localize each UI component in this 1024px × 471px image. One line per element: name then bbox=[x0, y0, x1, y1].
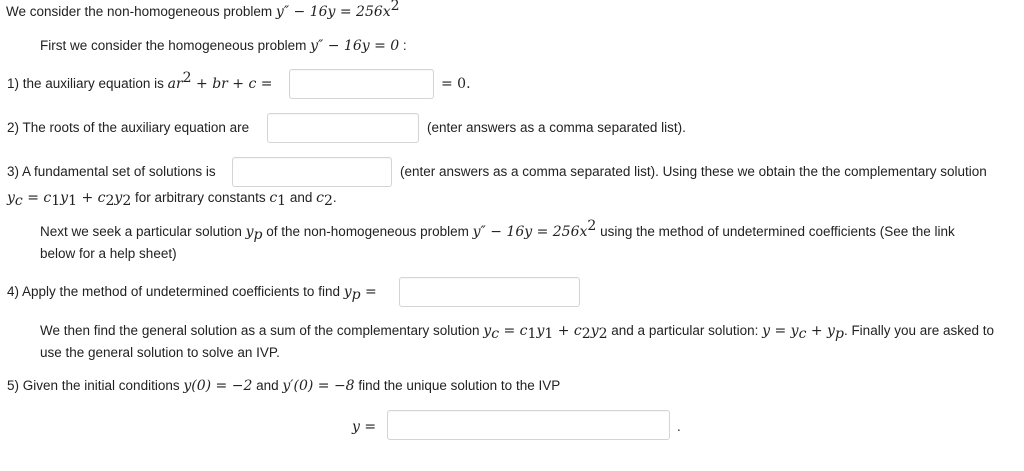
q3-tail: for arbitrary constants bbox=[131, 190, 270, 205]
next-line1 bbox=[40, 218, 955, 243]
q5-line bbox=[7, 377, 560, 395]
general-y: y = y bbox=[762, 323, 799, 339]
general-two-b: 2 bbox=[598, 326, 608, 342]
q4-eq: = bbox=[360, 284, 377, 300]
homog-text: First we consider the homogeneous problem bbox=[40, 38, 311, 53]
next-yp: y bbox=[245, 224, 254, 240]
q1-exponent: 2 bbox=[182, 70, 192, 86]
homog-equation: y″ − 16y = 0 bbox=[310, 38, 400, 54]
homog-colon: : bbox=[399, 38, 407, 53]
q5-tail: find the unique solution to the IVP bbox=[354, 378, 561, 393]
general-text3: . Finally you are asked to bbox=[843, 323, 995, 338]
next-p: p bbox=[253, 227, 263, 243]
q2-hint: (enter answers as a comma separated list). bbox=[427, 120, 686, 135]
q5-ic1: y(0) = −2 bbox=[183, 378, 253, 394]
q4-line bbox=[7, 283, 377, 301]
fundamental-set-input[interactable] bbox=[232, 157, 392, 187]
q3-c1: c bbox=[269, 190, 278, 206]
auxiliary-equation-input[interactable] bbox=[289, 69, 434, 99]
general-c2: c bbox=[798, 326, 807, 342]
q3-eq: = c bbox=[22, 190, 52, 206]
q3-and: and bbox=[286, 190, 317, 205]
intro-text: We consider the non-homogeneous problem bbox=[6, 4, 276, 19]
roots-input[interactable] bbox=[267, 113, 419, 143]
general-eq1: = c bbox=[499, 323, 528, 339]
general-one-b: 1 bbox=[544, 326, 554, 342]
next-text3: using the method of undetermined coefficients (See the link bbox=[596, 224, 955, 239]
next-text1: Next we seek a particular solution bbox=[40, 224, 246, 239]
q3-c1s: 1 bbox=[277, 193, 287, 209]
ivp-solution-input[interactable] bbox=[387, 410, 670, 440]
q5-and: and bbox=[252, 378, 283, 393]
q1-eq-b: + br + c = bbox=[191, 76, 273, 92]
q3-c2: c bbox=[316, 190, 324, 206]
q3-dot: . bbox=[332, 190, 337, 205]
q4-p: p bbox=[351, 287, 361, 303]
q3-text: 3) A fundamental set of solutions is bbox=[7, 164, 216, 179]
q3-y1: y bbox=[60, 190, 69, 206]
general-one: 1 bbox=[527, 326, 537, 342]
q1-line bbox=[7, 70, 273, 93]
q3-s2b: 2 bbox=[122, 193, 132, 209]
general-two: 2 bbox=[581, 326, 591, 342]
q3-yc-sub: c bbox=[14, 193, 23, 209]
general-text1: We then find the general solution as a sum of the complementary solution bbox=[40, 323, 484, 338]
q3-yc: y bbox=[7, 190, 15, 206]
q1-text: 1) the auxiliary equation is bbox=[7, 76, 168, 91]
q1-eq-a: ar bbox=[167, 76, 183, 92]
general-line2: use the general solution to solve an IVP. bbox=[40, 345, 280, 360]
final-y-label: y = bbox=[352, 419, 377, 435]
q3-y2: y bbox=[114, 190, 123, 206]
general-line1 bbox=[40, 322, 994, 340]
homogeneous-line bbox=[40, 37, 407, 55]
q3-s1b: 1 bbox=[68, 193, 78, 209]
next-equation: y″ − 16y = 256x bbox=[472, 224, 588, 240]
general-text2: and a particular solution: bbox=[607, 323, 763, 338]
q3-s2: 2 bbox=[105, 193, 115, 209]
intro-equation: y″ − 16y = 256x bbox=[275, 4, 391, 20]
q4-text: 4) Apply the method of undetermined coefficients to find bbox=[7, 284, 344, 299]
next-line2: below for a help sheet) bbox=[40, 246, 177, 261]
q3-line2 bbox=[7, 189, 337, 207]
general-plus2: + y bbox=[806, 323, 835, 339]
q4-yp: y bbox=[343, 284, 352, 300]
q5-ic2: y′(0) = −8 bbox=[282, 378, 355, 394]
intro-exponent: 2 bbox=[390, 0, 400, 14]
general-p: p bbox=[834, 326, 844, 342]
q3-hint: (enter answers as a comma separated list). Using these we obtain the the complementary solution bbox=[400, 164, 987, 179]
q3-plus: + c bbox=[77, 190, 106, 206]
q3-c2s: 2 bbox=[323, 193, 333, 209]
particular-solution-input[interactable] bbox=[399, 277, 580, 307]
general-yc: y bbox=[483, 323, 492, 339]
final-dot: . bbox=[677, 419, 681, 434]
q3-s1: 1 bbox=[51, 193, 61, 209]
general-c-sub: c bbox=[491, 326, 500, 342]
general-y1: y bbox=[536, 323, 545, 339]
next-exponent: 2 bbox=[587, 218, 597, 234]
q5-text: 5) Given the initial conditions bbox=[7, 378, 184, 393]
q1-equals-zero: = 0. bbox=[441, 76, 471, 92]
general-plus: + c bbox=[553, 323, 582, 339]
intro-line bbox=[6, 0, 400, 21]
next-text2: of the non-homogeneous problem bbox=[262, 224, 473, 239]
q2-text: 2) The roots of the auxiliary equation are bbox=[7, 120, 250, 135]
general-y2: y bbox=[590, 323, 599, 339]
